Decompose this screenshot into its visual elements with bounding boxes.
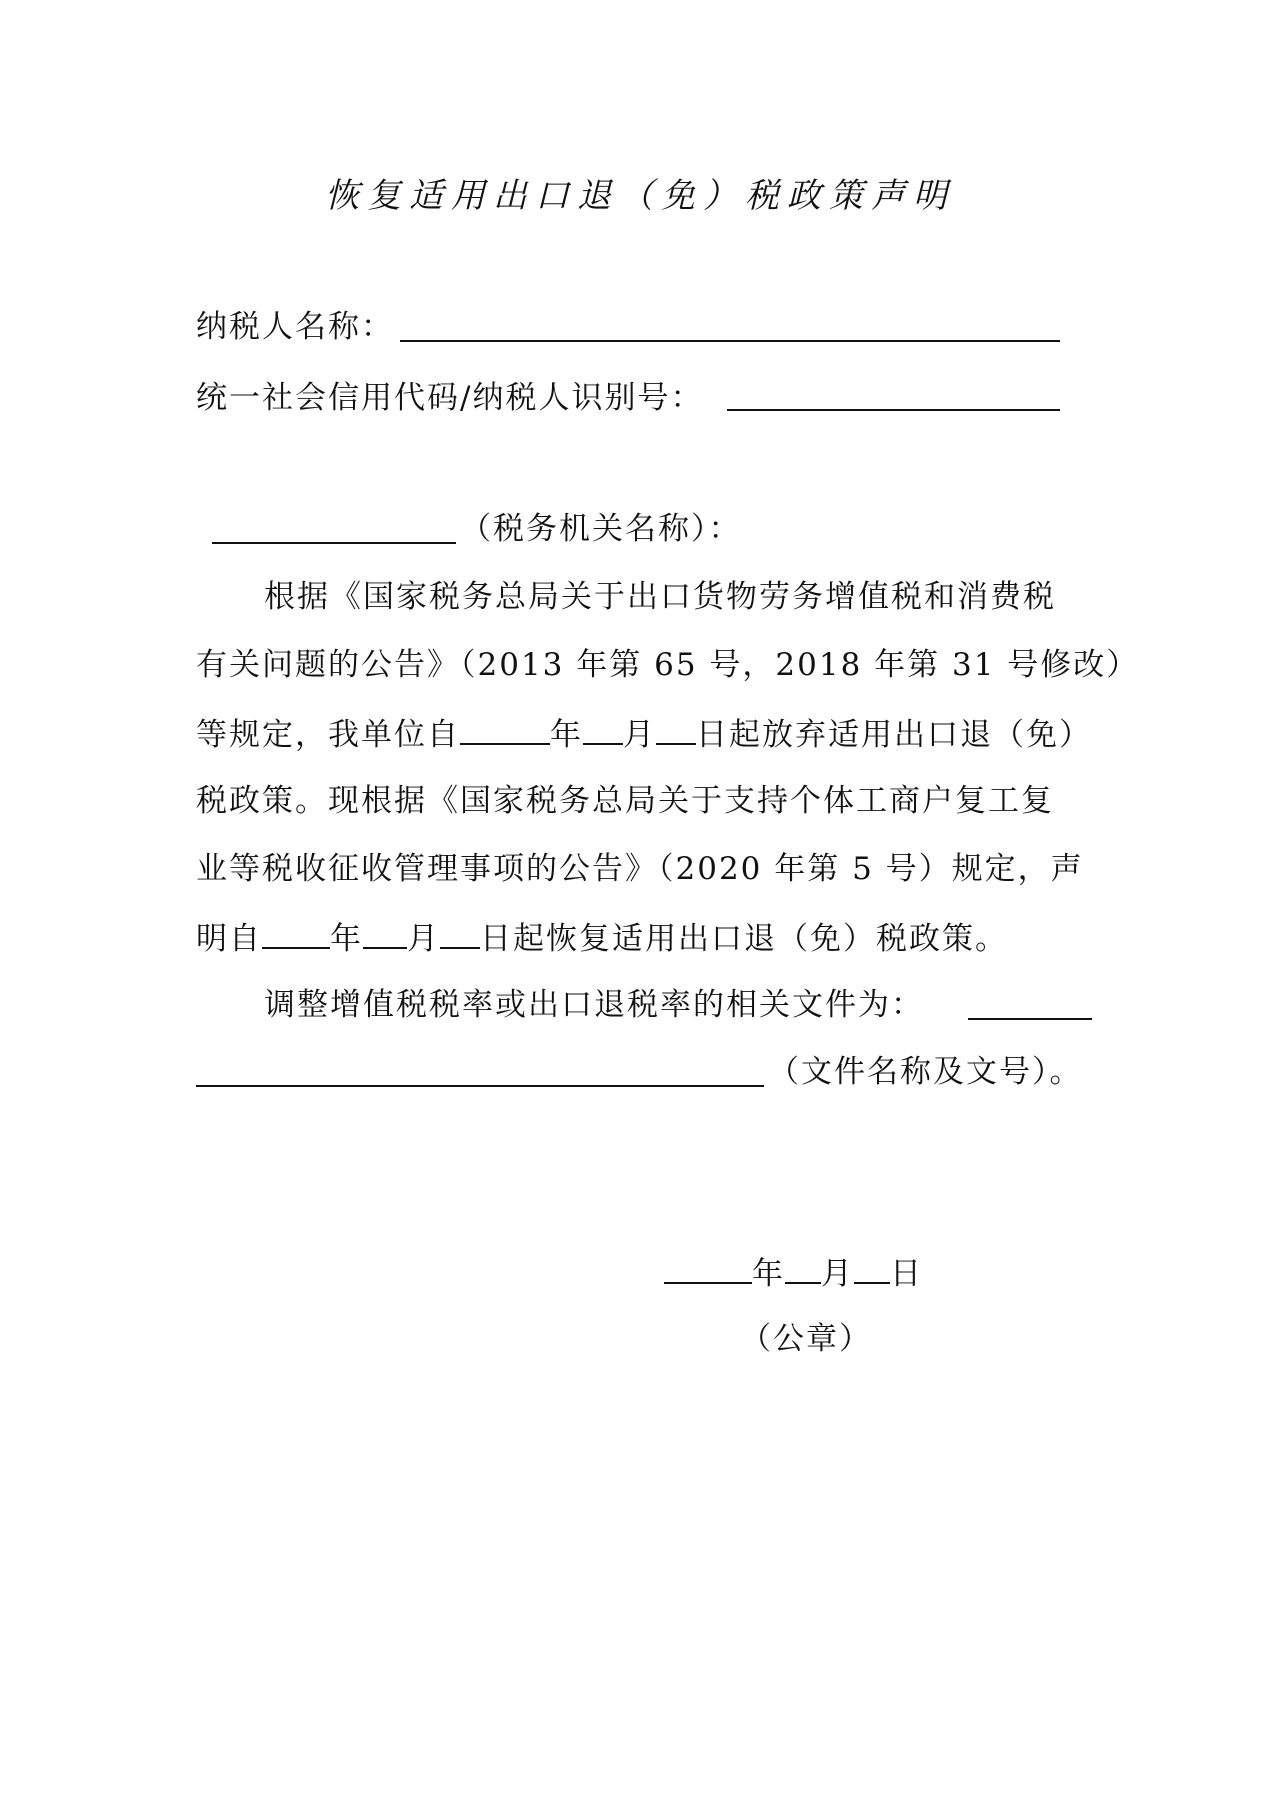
body-line-6-b: 年 <box>330 921 363 957</box>
body-line-6-c: 月 <box>407 921 440 957</box>
document-name-field-1[interactable] <box>968 1018 1092 1020</box>
sign-year-field[interactable] <box>664 1252 752 1284</box>
official-seal-label: （公章） <box>740 1321 872 1357</box>
body-line-3-d: 日起放弃适用出口退（免） <box>696 717 1092 753</box>
body-line-7: 调整增值税税率或出口退税率的相关文件为： <box>264 987 924 1023</box>
waive-day-field[interactable] <box>656 713 696 745</box>
page-title: 恢复适用出口退（免）税政策声明 <box>325 176 955 216</box>
body-line-6-d: 日起恢复适用出口退（免）税政策。 <box>480 921 1008 957</box>
body-line-2: 有关问题的公告》（2013 年第 65 号，2018 年第 31 号修改） <box>196 647 1140 683</box>
document-name-field-2[interactable] <box>196 1085 764 1087</box>
authority-name-field[interactable] <box>212 542 456 544</box>
sign-day-label: 日 <box>890 1256 923 1292</box>
authority-suffix: （税务机关名称）： <box>460 511 742 547</box>
document-name-suffix: （文件名称及文号）。 <box>768 1054 1083 1090</box>
body-line-1: 根据《国家税务总局关于出口货物劳务增值税和消费税 <box>264 579 1056 615</box>
sign-day-field[interactable] <box>854 1252 890 1284</box>
body-line-3-a: 等规定，我单位自 <box>196 717 460 753</box>
sign-month-field[interactable] <box>785 1252 821 1284</box>
body-line-6 <box>196 917 1008 959</box>
body-line-3-b: 年 <box>550 717 583 753</box>
credit-code-label: 统一社会信用代码/纳税人识别号： <box>196 380 704 416</box>
sign-year-label: 年 <box>752 1256 785 1292</box>
resume-month-field[interactable] <box>363 917 407 949</box>
taxpayer-name-label: 纳税人名称： <box>196 309 394 345</box>
resume-day-field[interactable] <box>440 917 480 949</box>
waive-month-field[interactable] <box>583 713 623 745</box>
body-line-6-a: 明自 <box>196 921 262 957</box>
sign-month-label: 月 <box>821 1256 854 1292</box>
taxpayer-name-field[interactable] <box>400 340 1060 342</box>
waive-year-field[interactable] <box>460 713 550 745</box>
body-line-3 <box>196 713 1092 755</box>
resume-year-field[interactable] <box>262 917 330 949</box>
body-line-4: 税政策。现根据《国家税务总局关于支持个体工商户复工复 <box>196 783 1054 819</box>
body-line-3-c: 月 <box>623 717 656 753</box>
credit-code-field[interactable] <box>727 409 1060 411</box>
signature-date <box>664 1252 923 1294</box>
body-line-5: 业等税收征收管理事项的公告》（2020 年第 5 号）规定，声 <box>196 851 1084 887</box>
